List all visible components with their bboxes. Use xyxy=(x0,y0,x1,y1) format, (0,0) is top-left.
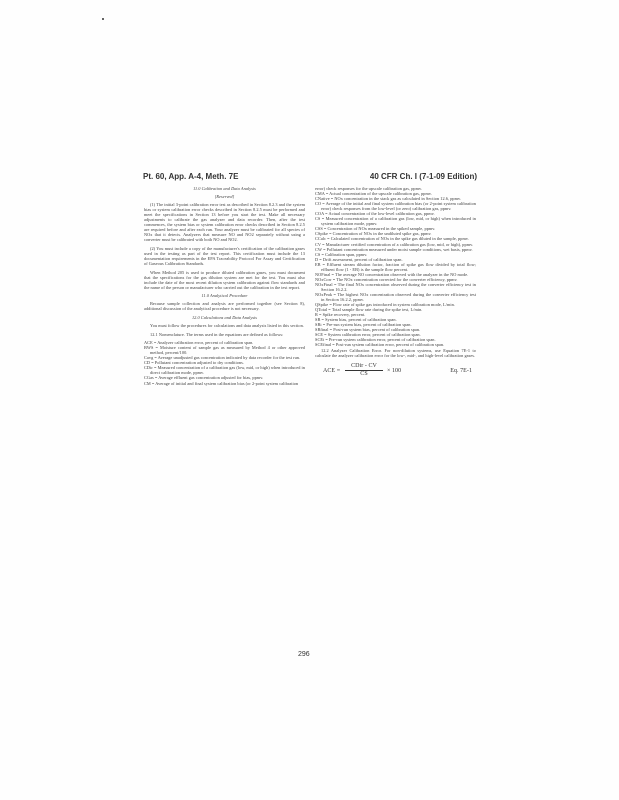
equation-label: Eq. 7E-1 xyxy=(450,367,472,374)
scan-speck xyxy=(102,18,104,20)
definition-entry: SB = System bias, percent of calibration span. xyxy=(315,317,397,323)
equation-multiplier: × 100 xyxy=(387,367,402,374)
definition-entry: CO = Average of the initial and final system calibration bias (or 2-point system calibration error) check responses from the low-level (or zero) calibration gas, ppmv. xyxy=(315,201,476,212)
definition-entry: CD = Pollutant concentration adjusted to dry conditions. xyxy=(144,360,244,366)
header-part-section: Pt. 60, App. A-4, Meth. 7E xyxy=(143,172,239,181)
section-heading: [Reserved] xyxy=(214,194,235,200)
paragraph: (1) The initial 3-point calibration error test as described in Section 8.2.3 and the system bias or system calibration error checks described in Section 8.2.5 must be performed and meet the specifications in Section 13 before you start the test. Make all necessary adjustments to calibrate the gas analyzer and data recorder. Then, after the test commences, the system bias or system calibration error checks described in Section 8.2.5 are required before and after each run. Your analyzer must be calibrated for all species of NOx that it detects. Analyzers that measure NO and NO2 separately without using a converter must be calibrated with both NO and NO2. xyxy=(144,202,305,243)
definition-entry: CCalc = Calculated concentration of NOx in the spike gas diluted in the sample, ppmv. xyxy=(315,236,469,242)
right-text-column xyxy=(315,186,476,382)
paragraph: You must follow the procedures for calculations and data analysis listed in this section. xyxy=(150,323,304,329)
definition-entry: CW = Pollutant concentration measured under moist sample conditions, wet basis, ppmv. xyxy=(315,246,473,252)
definition-entry: CS = Measured concentration of a calibration gas (low, mid, or high) when introduced in system calibration mode, ppmv. xyxy=(315,216,476,227)
definition-entry: error) check responses for the upscale calibration gas, ppmv. xyxy=(315,186,423,191)
definition-entry: SBfinal = Post-run system bias, percent of calibration span. xyxy=(315,327,421,333)
definition-entry: CV = Manufacturer certified concentration of a calibration gas (low, mid, or high), ppmv. xyxy=(315,241,474,247)
left-text-column xyxy=(144,186,305,386)
running-header xyxy=(143,172,477,184)
paragraph: 12.2 Analyzer Calibration Error. For non-dilution systems, use Equation 7E-1 to calculate the analyzer calibration error for the low-, mid-, and high-level calibration gases. xyxy=(315,347,476,358)
header-cfr-edition: 40 CFR Ch. I (7-1-09 Edition) xyxy=(369,172,477,181)
definition-entry: ACE = Analyzer calibration error, percent of calibration span. xyxy=(144,340,254,346)
paragraph: (2) You must include a copy of the manufacturer's certification of the calibration gases used in the testing as part of the test report. This certification must include the 13 documentation requirements in the EPA Traceability Protocol For Assay and Certification of Gaseous Calibration Standards. xyxy=(144,245,305,267)
definition-entry: QSpike = Flow rate of spike gas introduced in system calibration mode, L/min. xyxy=(315,302,455,308)
definition-entry: CS = Calibration span, ppmv. xyxy=(315,251,368,257)
definition-entry: CSpike = Concentration of NOx in the undiluted spike gas, ppmv. xyxy=(315,231,432,237)
definition-entry: CNative = NOx concentration in the stack gas as calculated in Section 12.6, ppmv. xyxy=(315,196,462,202)
definition-entry: CM = Average of initial and final system calibration bias (or 2-point system calibration xyxy=(144,380,299,386)
definition-entry: R = Spike recovery, percent. xyxy=(315,312,366,318)
definition-entry: NOxFinal = The final NOx concentration observed during the converter efficiency test in Section 16.2.2. xyxy=(315,281,476,292)
section-heading: 11.0 Analytical Procedure xyxy=(201,293,248,299)
definition-entry: QTotal = Total sample flow rate during the spike test, L/min. xyxy=(315,307,423,313)
equation-fraction xyxy=(345,364,383,377)
definition-entry: CDir = Measured concentration of a calibration gas (low, mid, or high) when introduced in direct calibration mode, ppmv. xyxy=(144,365,305,376)
definition-entry: NOxPeak = The highest NOx concentration observed during the converter efficiency test in Section 16.2.2, ppmv. xyxy=(315,291,476,303)
definition-entry: COA = Actual concentration of the low-level calibration gas, ppmv. xyxy=(315,211,435,217)
definition-entry: D = Drift assessment, percent of calibration span. xyxy=(315,256,403,262)
definition-entry: SCEfinal = Post-run system calibration error, percent of calibration span. xyxy=(315,342,445,348)
definition-entry: BWS = Moisture content of sample gas as measured by Method 4 or other approved method, percent/100. xyxy=(144,345,305,356)
definition-entry: SBi = Pre-run system bias, percent of calibration span. xyxy=(315,322,412,328)
definition-entry: NOxCorr = The NOx concentration corrected for the converter efficiency, ppmv. xyxy=(315,276,458,282)
section-heading: 12.0 Calculations and Data Analysis xyxy=(191,314,258,320)
equation-denominator: CS xyxy=(360,370,368,377)
equation-7e-1 xyxy=(315,364,476,382)
definition-entry: CGas = Average effluent gas concentration adjusted for bias, ppmv. xyxy=(144,375,264,381)
definition-entry: CMA = Actual concentration of the upscale calibration gas, ppmv. xyxy=(315,191,432,197)
section-heading: 11.0 Calibration and Data Analysis xyxy=(193,186,256,191)
definition-entry: SCE = System calibration error, percent of calibration span. xyxy=(315,332,421,338)
paragraph: Because sample collection and analysis are performed together (see Section 8), additional discussion of the analytical procedure is not necessary. xyxy=(144,301,305,312)
paragraph: 12.1 Nomenclature. The terms used in the equations are defined as follows: xyxy=(150,331,284,337)
equation-numerator: CDir - CV xyxy=(345,364,383,371)
definition-entry: CSS = Concentration of NOx measured in the spiked sample, ppmv. xyxy=(315,226,436,232)
definition-entry: NOFinal = The average NO concentration observed with the analyzer in the NO mode. xyxy=(315,271,469,277)
definition-entry: SCEi = Pre-run system calibration error, percent of calibration span. xyxy=(315,337,436,343)
definition-entry: Cavg = Average unadjusted gas concentration indicated by data recorder for the test run. xyxy=(144,355,301,361)
right-column-body xyxy=(315,186,476,358)
paragraph: When Method 205 is used to produce diluted calibration gases, you must document that the specifications for the gas dilution system are met for the test. You must also include the date of the most recent dilution system calibration against flow standards and the name of the person or manufacturer who carried out the calibration in the test report. xyxy=(144,269,305,290)
page-number: 296 xyxy=(298,651,310,658)
equation-lhs: ACE = xyxy=(323,367,341,374)
definition-entry: EB = Effluent stream dilution factor, fraction of spike gas flow divided by total flow; effluent flow (1 - EB) is the sample flow percent. xyxy=(315,261,476,272)
